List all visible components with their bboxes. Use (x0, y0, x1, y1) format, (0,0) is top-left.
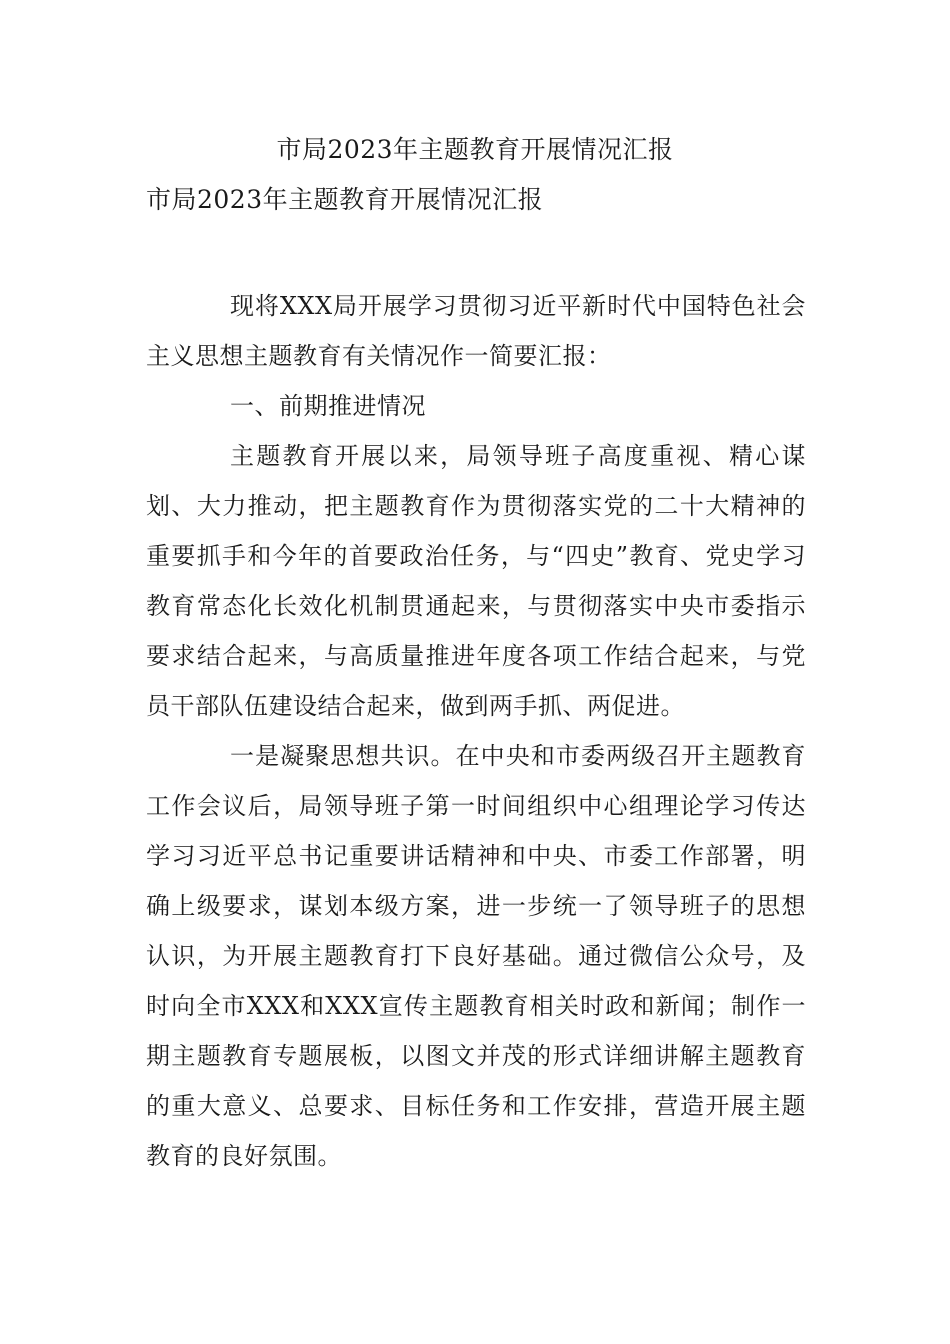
section-heading: 一、前期推进情况 (230, 392, 426, 420)
document-title: 市局2023年主题教育开展情况汇报 (276, 135, 674, 164)
body-paragraph: 一是凝聚思想共识。在中央和市委两级召开主题教育工作会议后，局领导班子第一时间组织中心组理论学习传达学习习近平总书记重要讲话精神和中央、市委工作部署，明确上级要求，谋划本级方案，进一步统一了领导班子的思想认识，为开展主题教育打下良好基础。通过微信公众号，及时向全市XXX和XXX宣传主题教育相关时政和新闻；制作一期主题教育专题展板，以图文并茂的形式详细讲解主题教育的重大意义、总要求、目标任务和工作安排，营造开展主题教育的良好氛围。 (146, 742, 806, 1170)
body-paragraph: 主题教育开展以来，局领导班子高度重视、精心谋划、大力推动，把主题教育作为贯彻落实党的二十大精神的重要抓手和今年的首要政治任务，与“四史”教育、党史学习教育常态化长效化机制贯通起来，与贯彻落实中央市委指示要求结合起来，与高质量推进年度各项工作结合起来，与党员干部队伍建设结合起来，做到两手抓、两促进。 (146, 442, 806, 720)
document-body (146, 281, 806, 1181)
intro-paragraph: 现将XXX局开展学习贯彻习近平新时代中国特色社会主义思想主题教育有关情况作一简要汇报： (146, 292, 806, 370)
document-subtitle: 市局2023年主题教育开展情况汇报 (146, 185, 544, 214)
